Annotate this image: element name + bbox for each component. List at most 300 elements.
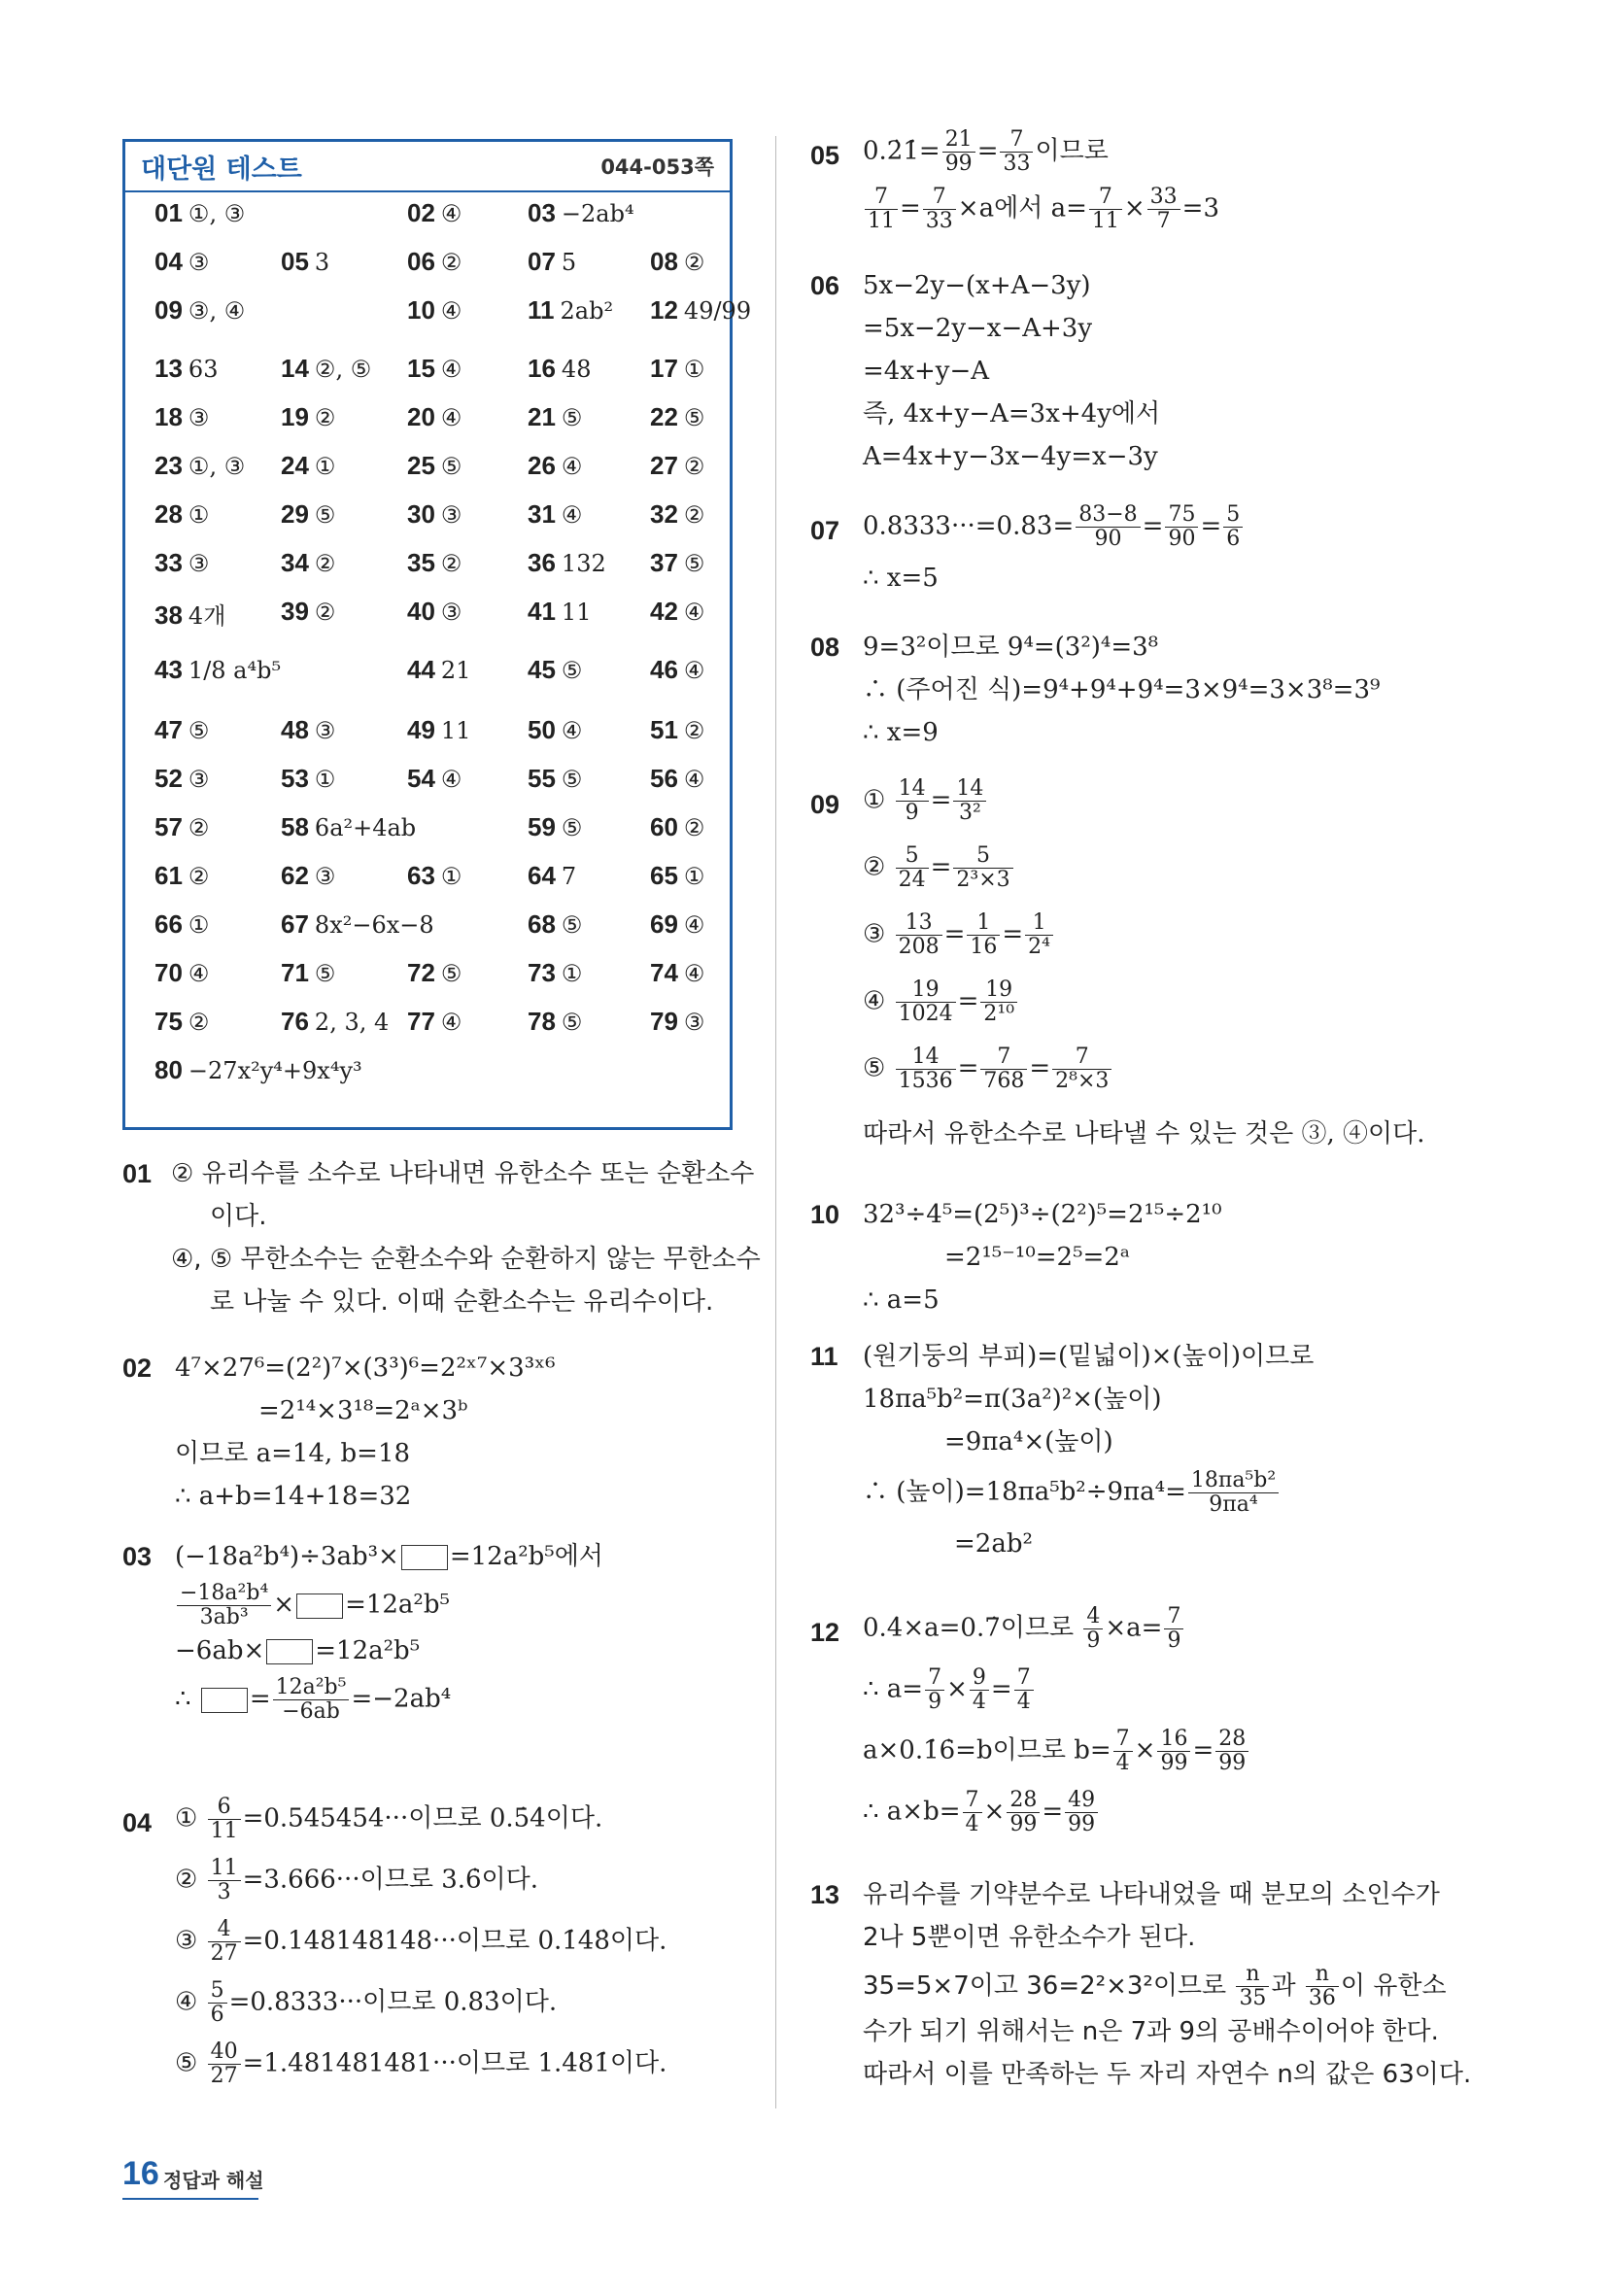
numerator: 5 [953,844,1012,869]
answer-cell [154,812,209,842]
answer-number: 43 [154,655,183,684]
expr: = [943,919,966,949]
answer-cell [528,861,576,891]
fraction [896,777,929,825]
answer-number: 53 [281,764,309,793]
answer-cell [407,499,462,530]
expr: ∴ a= [863,1674,924,1704]
answer-cell [281,812,416,842]
answer-cell [407,715,470,745]
answer-cell [650,1007,704,1037]
solution-number: 05 [810,141,840,170]
denominator: 90 [1094,527,1122,551]
fraction [1147,186,1180,233]
answer-cell [528,812,582,842]
denominator: 2⁴ [1028,935,1050,959]
answer-value: 6a²+4ab [314,814,417,841]
answer-cell [154,1007,209,1037]
answer-value: ① [561,960,583,987]
answer-cell [281,354,371,384]
answer-cell [407,247,462,277]
fraction [1007,1789,1040,1836]
answer-value: 2ab² [560,297,614,325]
solution-number: 10 [810,1200,840,1229]
numerator: 4 [1083,1605,1103,1629]
answer-cell [407,354,462,384]
answer-value: ③ [683,1009,705,1036]
answer-number: 47 [154,715,183,744]
solution-09-item [863,844,1490,892]
answer-value: ② [440,550,462,577]
answer-value: ⑤ [561,814,583,841]
answer-cell [407,655,470,685]
expr: 0.4̇×a=0.7̇이므로 [863,1613,1075,1643]
numerator: 9 [970,1666,989,1691]
numerator: 7 [1164,1605,1183,1629]
solution-08 [810,626,1510,754]
expr: =−2ab⁴ [351,1684,452,1714]
answer-value: ④ [561,501,583,529]
fraction [896,1045,956,1093]
answer-cell [407,402,462,432]
answer-value: ② [188,814,210,841]
item-marker: ④ [175,1987,198,2017]
solution-line: 유리수를 기약분수로 나타내었을 때 분모의 소인수가 [863,1880,1440,1909]
answer-cell [528,548,606,578]
answer-cell [650,861,704,891]
answer-number: 44 [407,655,435,684]
solution-number: 09 [810,790,840,819]
answer-value: ④ [561,717,583,744]
answer-value: ② [683,814,705,841]
solution-07 [810,503,1490,600]
expr: = [900,193,921,223]
answer-value: 2, 3, 4 [314,1009,390,1036]
fraction [896,911,942,959]
solution-line: 32³÷4⁵=(2⁵)³÷(2²)⁵=2¹⁵÷2¹⁰ [863,1200,1222,1229]
expr: = [1002,919,1024,949]
denominator: 9 [1167,1628,1181,1653]
answer-number: 04 [154,247,183,276]
numerator: n [1306,1963,1339,1987]
answer-value: ② [683,717,705,744]
expr: 이 유한소 [1340,1971,1447,2001]
expr: 이므로 [1035,136,1109,166]
denominator: 99 [1218,1751,1247,1775]
answer-number: 63 [407,861,435,890]
denominator: 768 [983,1069,1025,1093]
answer-number: 40 [407,597,435,626]
answer-number: 30 [407,499,435,529]
numerator: 33 [1147,186,1180,210]
expr: = [1192,1735,1214,1765]
fraction [208,1979,227,2027]
solution-04-item [175,1918,764,1966]
numerator: 6 [208,1796,241,1820]
solution-line: ∴ x=5 [863,564,939,593]
answer-number: 36 [528,548,556,577]
solution-13 [810,1873,1510,2096]
numerator: 7 [865,186,898,210]
denominator: 2³×3 [956,868,1010,892]
answer-value: ② [440,249,462,276]
answer-cell [528,1007,582,1037]
denominator: 90 [1168,527,1196,551]
answer-cell [281,909,434,940]
expr: × [983,1797,1006,1827]
answer-value: ④ [440,1009,462,1036]
answer-value: ④ [440,356,462,383]
fraction [1215,1728,1248,1775]
expr: =3.666···이므로 3.6̇이다. [242,1865,539,1895]
answer-value: ⑤ [314,960,336,987]
solution-number: 02 [122,1354,153,1383]
solution-10 [810,1193,1490,1321]
item-marker: ② [863,852,886,882]
answer-number: 33 [154,548,183,577]
expr: =1.481481481···이므로 1.4̇81̇이다. [242,2048,667,2078]
solution-line: ② 유리수를 소수로 나타내면 유한소수 또는 순환소수 [171,1159,755,1188]
answer-value: ③ [188,550,210,577]
denominator: 99 [1160,1751,1188,1775]
answer-cell [650,499,704,530]
answer-number: 23 [154,451,183,480]
solution-line: ∴ a=5 [863,1285,940,1315]
denominator: 11 [210,1819,238,1843]
answer-cell [154,655,281,685]
solution-line: 수가 되기 위해서는 n은 7과 9의 공배수이어야 한다. [863,2017,1439,2046]
fraction [1025,911,1053,959]
answer-cell [528,402,582,432]
denominator: 9 [1086,1628,1101,1653]
answer-number: 14 [281,354,309,383]
answer-value: 4개 [188,602,226,630]
answer-value: 21 [440,657,471,684]
expr: = [957,1053,979,1083]
expr: =3 [1181,193,1219,223]
denominator: 208 [898,935,940,959]
answer-number: 75 [154,1007,183,1036]
fraction [896,978,956,1026]
expr: =0.148148148···이므로 0.1̇48̇이다. [242,1926,667,1956]
fraction [208,2040,241,2088]
answer-value: ① [188,911,210,939]
denominator: 9πa⁴ [1209,1492,1258,1517]
answer-value: ⑤ [188,717,210,744]
answer-value: ⑤ [561,657,583,684]
denominator: −6ab [282,1699,340,1724]
numerator: 28 [1215,1728,1248,1752]
solution-line: =2¹⁴×3¹⁸=2ᵃ×3ᵇ [258,1396,468,1425]
solution-line: (원기둥의 부피)=(밑넓이)×(높이)이므로 [863,1342,1315,1371]
answer-cell [650,247,704,277]
answer-number: 09 [154,295,183,325]
answer-cell [650,597,704,627]
expr: ×a에서 a= [957,193,1087,223]
answer-cell [281,958,335,988]
answer-value: ① [314,453,336,480]
answer-cell [528,764,582,794]
answer-number: 49 [407,715,435,744]
answer-number: 34 [281,548,309,577]
answer-value: ④ [683,960,705,987]
solution-line [863,186,1490,233]
expr: × [946,1674,968,1704]
answer-number: 16 [528,354,556,383]
denominator: 6 [210,2003,224,2027]
answer-number: 39 [281,597,309,626]
expr: 0.8333···=0.83̇= [863,511,1075,541]
fraction [1188,1469,1279,1517]
fraction [1083,1605,1103,1653]
answer-cell [528,715,582,745]
denominator: 36 [1308,1986,1336,2010]
answer-number: 05 [281,247,309,276]
fraction [1306,1963,1339,2010]
fraction [1065,1789,1098,1836]
solution-line [863,1666,1490,1714]
fraction [865,186,898,233]
numerator: n [1236,1963,1269,1987]
answer-value: 1/8 a⁴b⁵ [188,657,282,684]
expr: 35=5×7이고 36=2²×3²이므로 [863,1971,1227,2001]
numerator: 14 [953,777,986,802]
item-marker: ④ [863,986,886,1016]
answer-value: ⑤ [561,766,583,793]
solution-line [863,1469,1490,1517]
answer-cell [281,247,329,277]
solution-09-item [863,911,1490,959]
solution-line: =9πa⁴×(높이) [944,1427,1113,1456]
answer-number: 11 [528,295,555,325]
answer-value: ⑤ [683,550,705,577]
answer-number: 26 [528,451,556,480]
fraction [953,777,986,825]
numerator: 28 [1007,1789,1040,1813]
expr: a×0.1̇6̇=b이므로 b= [863,1735,1111,1765]
blank-box [201,1688,248,1713]
answer-value: −2ab⁴ [561,200,634,227]
answer-number: 64 [528,861,556,890]
solution-04-item [175,2040,764,2088]
answer-cell [528,295,613,326]
answer-number: 67 [281,909,309,939]
solution-number: 13 [810,1880,840,1909]
answer-number: 58 [281,812,309,841]
fraction [953,844,1012,892]
answer-value: ⑤ [561,911,583,939]
answer-value: ⑤ [440,453,462,480]
solution-09-item [863,777,1490,825]
solution-line: 9=3²이므로 9⁴=(3²)⁴=3⁸ [863,633,1159,662]
solution-01 [122,1152,761,1323]
answer-number: 56 [650,764,678,793]
answer-value: 7 [561,863,577,890]
solution-09-conclusion: 따라서 유한소수로 나타낼 수 있는 것은 ③, ④이다. [863,1119,1425,1148]
answer-number: 08 [650,247,678,276]
denominator: 3² [958,801,981,825]
item-marker: ③ [863,919,886,949]
answer-number: 46 [650,655,678,684]
answer-value: ③ [188,404,210,431]
answer-value: −27x²y⁴+9x⁴y³ [188,1057,362,1084]
item-marker: ⑤ [175,2048,198,2078]
answer-cell [407,548,462,578]
fraction [1014,1666,1034,1714]
solution-line [863,1789,1490,1836]
numerator: 7 [1113,1728,1133,1752]
fraction [177,1582,271,1629]
answer-number: 41 [528,597,556,626]
answer-cell [154,1055,362,1085]
numerator: 75 [1165,503,1198,528]
answer-number: 20 [407,402,435,431]
answer-number: 13 [154,354,183,383]
denominator: 3 [217,1880,231,1904]
denominator: 4 [1115,1751,1130,1775]
solution-09 [810,777,1490,1155]
answer-cell [407,958,462,988]
answer-cell [154,295,245,326]
answer-value: 132 [561,550,606,577]
numerator: 83−8 [1076,503,1140,528]
answer-value: ①, ③ [188,453,246,480]
answer-cell [281,861,335,891]
expr: = [976,136,999,166]
answer-cell [528,499,582,530]
answer-value: ③, ④ [188,297,246,325]
solution-04-item [175,1796,764,1843]
answer-number: 03 [528,198,556,227]
fraction [1000,128,1033,176]
answer-number: 51 [650,715,678,744]
solution-line [175,1629,744,1672]
answer-cell [154,958,209,988]
answer-value: ④ [440,297,462,325]
fraction [1052,1045,1111,1093]
numerator: 14 [896,777,929,802]
answer-number: 70 [154,958,183,987]
answer-number: 15 [407,354,435,383]
answer-box-title: 대단원 테스트 [141,154,302,185]
fraction [1165,503,1198,551]
solution-line: A=4x+y−3x−4y=x−3y [863,442,1158,471]
solution-line: 따라서 이를 만족하는 두 자리 자연수 n의 값은 63이다. [863,2060,1472,2089]
denominator: 33 [925,209,953,233]
answer-value: ② [683,453,705,480]
numerator: 7 [1089,186,1122,210]
expr: 과 [1271,1971,1296,2001]
solution-03 [122,1535,744,1724]
expr: ×a= [1105,1613,1163,1643]
solution-number: 03 [122,1542,153,1571]
answer-cell [650,655,704,685]
answer-value: ④ [683,911,705,939]
answer-cell [154,198,245,228]
answer-value: ④ [188,960,210,987]
answer-number: 74 [650,958,678,987]
expr: ∴ [175,1684,191,1714]
answer-cell [650,354,704,384]
answer-number: 29 [281,499,309,529]
answer-cell [281,402,335,432]
answer-number: 71 [281,958,309,987]
answer-number: 66 [154,909,183,939]
answer-value: 8x²−6x−8 [314,911,434,939]
expr: × [1123,193,1145,223]
answer-value: ③ [440,501,462,529]
answer-number: 45 [528,655,556,684]
denominator: 24 [898,868,926,892]
answer-cell [407,764,462,794]
denominator: 11 [868,209,895,233]
answer-value: ④ [440,404,462,431]
denominator: 27 [210,1941,238,1966]
solution-line [863,1963,1510,2010]
solution-line [175,1676,744,1724]
answer-cell [650,909,704,940]
answer-number: 65 [650,861,678,890]
answer-number: 59 [528,812,556,841]
numerator: 18πa⁵b² [1188,1469,1279,1493]
answer-number: 50 [528,715,556,744]
answer-value: ② [314,550,336,577]
answer-number: 78 [528,1007,556,1036]
fraction [1164,1605,1183,1653]
answer-cell [154,402,209,432]
answer-value: ② [188,1009,210,1036]
answer-value: ① [683,356,705,383]
expr: = [1029,1053,1051,1083]
item-marker: ① [175,1803,198,1833]
answer-number: 38 [154,600,183,630]
solution-line: ∴ x=9 [863,718,939,747]
numerator: −18a²b⁴ [177,1582,271,1606]
numerator: 7 [925,1666,944,1691]
expr: = [1200,511,1222,541]
expr: (−18a²b⁴)÷3ab³× [175,1542,399,1571]
answer-value: 63 [188,356,219,383]
numerator: 5 [1223,503,1243,528]
numerator: 21 [942,128,975,153]
expr: = [930,852,952,882]
denominator: 2¹⁰ [983,1002,1015,1026]
answer-cell [528,198,634,228]
expr: −6ab× [175,1636,265,1665]
answer-value: ③ [188,766,210,793]
solution-number: 11 [810,1342,838,1371]
answer-cell [650,451,704,481]
answer-value: ④ [683,766,705,793]
numerator: 7 [1052,1045,1111,1070]
expr: =0.8333···이므로 0.83̇이다. [228,1987,558,2017]
answer-value: ⑤ [561,404,583,431]
answer-cell [154,354,218,384]
fraction [980,1045,1027,1093]
answer-value: ② [683,501,705,529]
answer-cell [650,715,704,745]
solution-line: =4x+y−A [863,357,990,386]
answer-cell [154,451,245,481]
denominator: 99 [1068,1812,1096,1836]
expr: = [990,1674,1012,1704]
answer-number: 28 [154,499,183,529]
answer-number: 31 [528,499,556,529]
denominator: 11 [1091,209,1119,233]
solution-09-items [863,777,1490,1093]
solution-number: 01 [122,1159,153,1188]
solution-09-item [863,978,1490,1026]
